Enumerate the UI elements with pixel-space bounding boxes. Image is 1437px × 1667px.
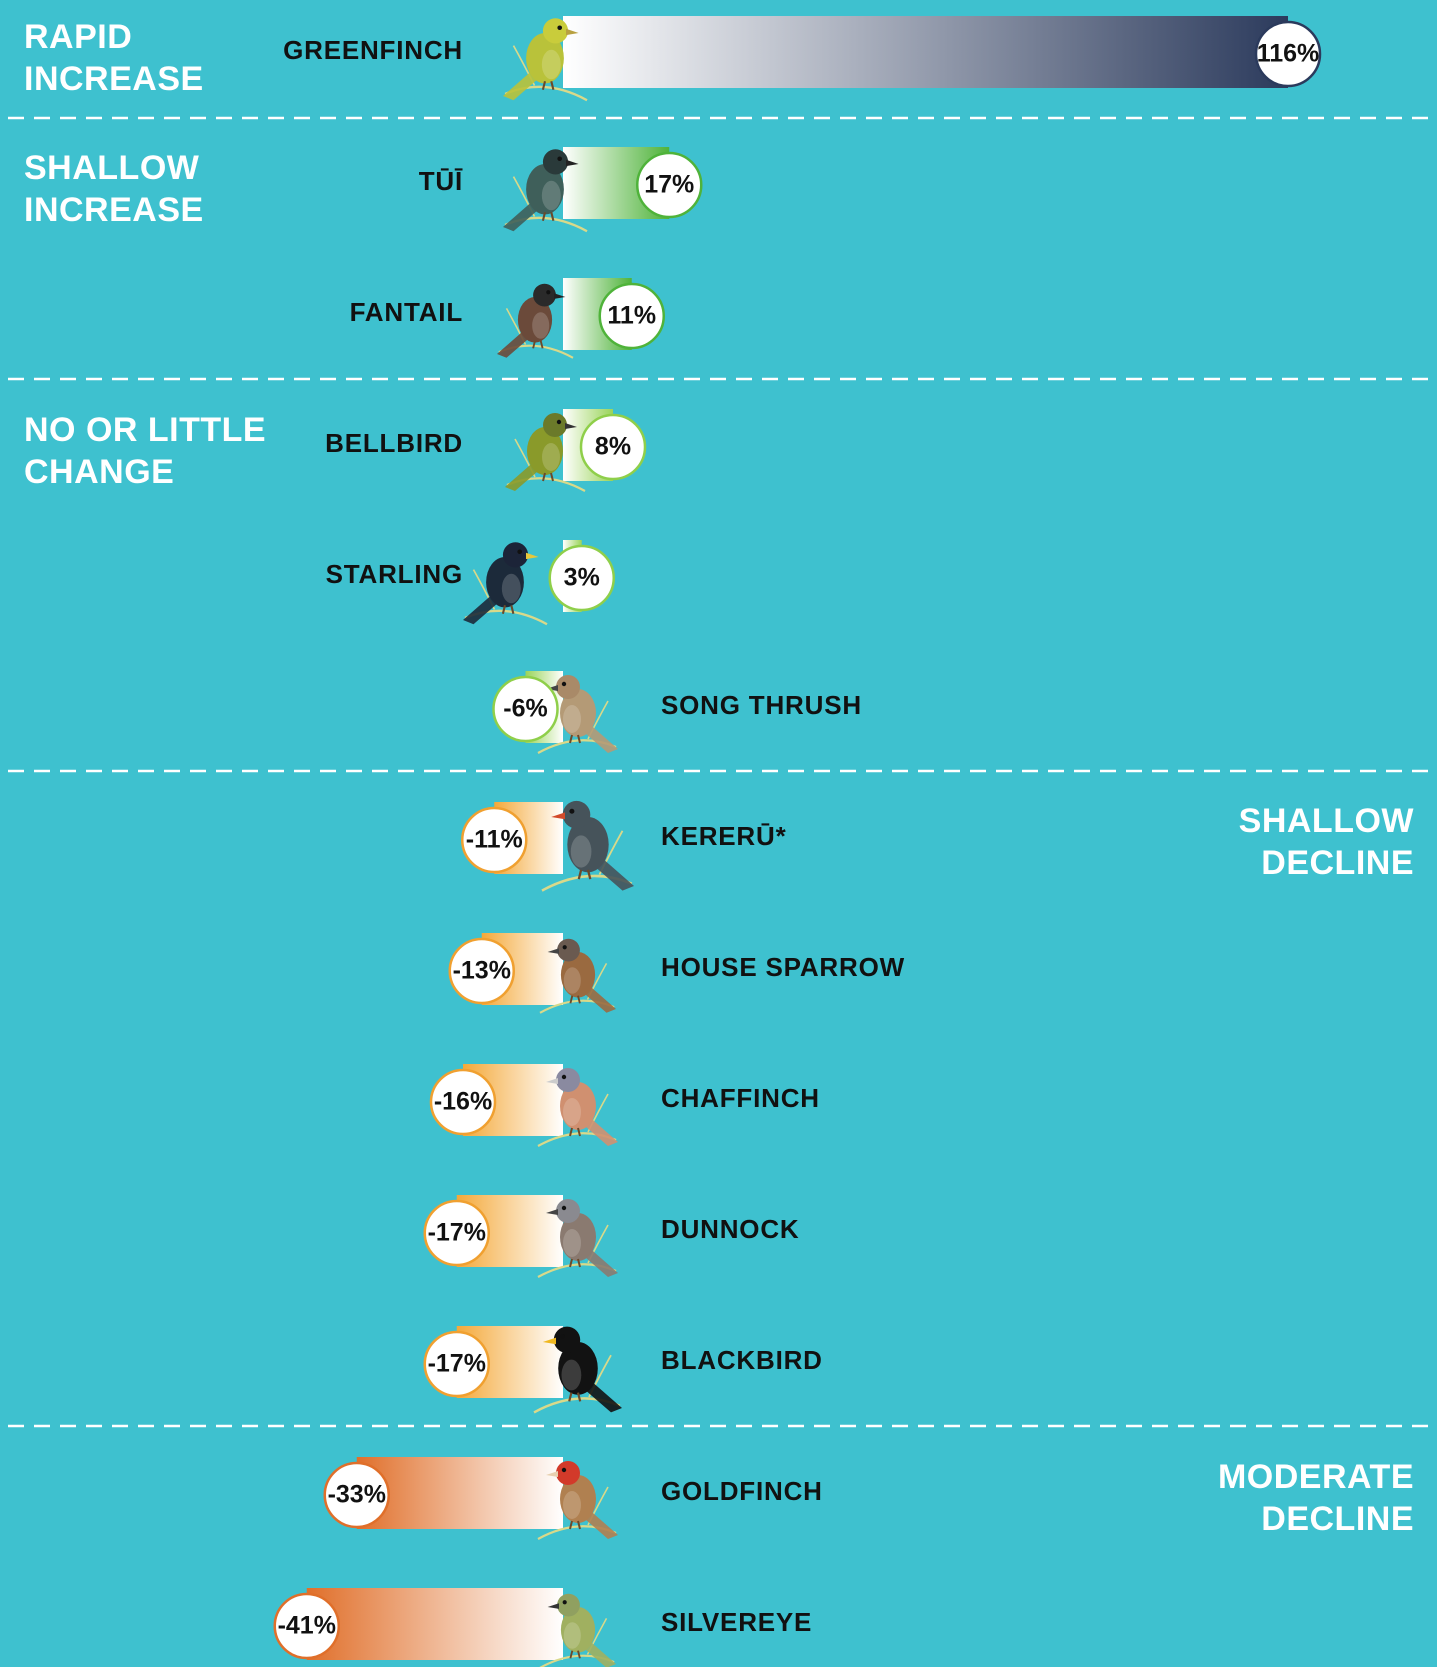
value-label: 17% (644, 170, 695, 199)
bird-name-label: STARLING (325, 558, 463, 589)
value-label: -33% (327, 1480, 386, 1509)
group-label: MODERATE DECLINE (1217, 1458, 1414, 1538)
starling-icon (463, 542, 547, 624)
bar (307, 1588, 563, 1660)
group-label: SHALLOW INCREASE (24, 149, 204, 229)
value-label: -11% (465, 825, 523, 854)
value-label: 3% (563, 563, 600, 592)
value-label: 8% (594, 432, 632, 461)
value-label: -13% (452, 956, 511, 985)
bird-name-label: GOLDFINCH (661, 1475, 823, 1506)
value-label: 11% (607, 301, 657, 330)
bird-name-label: KERERŪ* (661, 820, 787, 851)
bird-name-label: BLACKBIRD (661, 1344, 823, 1375)
value-label: 116% (1256, 39, 1320, 68)
bars-layer (307, 16, 1288, 1660)
bird-name-label: HOUSE SPARROW (661, 951, 905, 982)
fantail-icon (497, 284, 573, 358)
value-label: -6% (503, 694, 548, 723)
value-label: -16% (433, 1087, 493, 1116)
value-bubbles-layer (275, 22, 1320, 1658)
group-label: RAPID INCREASE (24, 18, 204, 98)
group-label: NO OR LITTLE CHANGE (24, 411, 267, 491)
group-label: SHALLOW DECLINE (1238, 802, 1414, 882)
group-labels (24, 18, 1414, 1538)
value-label: -17% (427, 1218, 486, 1247)
value-label: -41% (277, 1611, 336, 1640)
bird-name-label: CHAFFINCH (661, 1082, 820, 1113)
bar (563, 16, 1288, 88)
bird-name-label: SONG THRUSH (661, 689, 862, 720)
value-label: -17% (427, 1349, 486, 1378)
bird-name-label: SILVEREYE (661, 1606, 813, 1637)
bird-name-label: GREENFINCH (283, 34, 463, 65)
bird-name-label: BELLBIRD (325, 427, 463, 458)
bird-name-label: DUNNOCK (661, 1213, 800, 1244)
bird-name-label: TŪĪ (418, 165, 463, 196)
bird-name-label: FANTAIL (349, 296, 463, 327)
